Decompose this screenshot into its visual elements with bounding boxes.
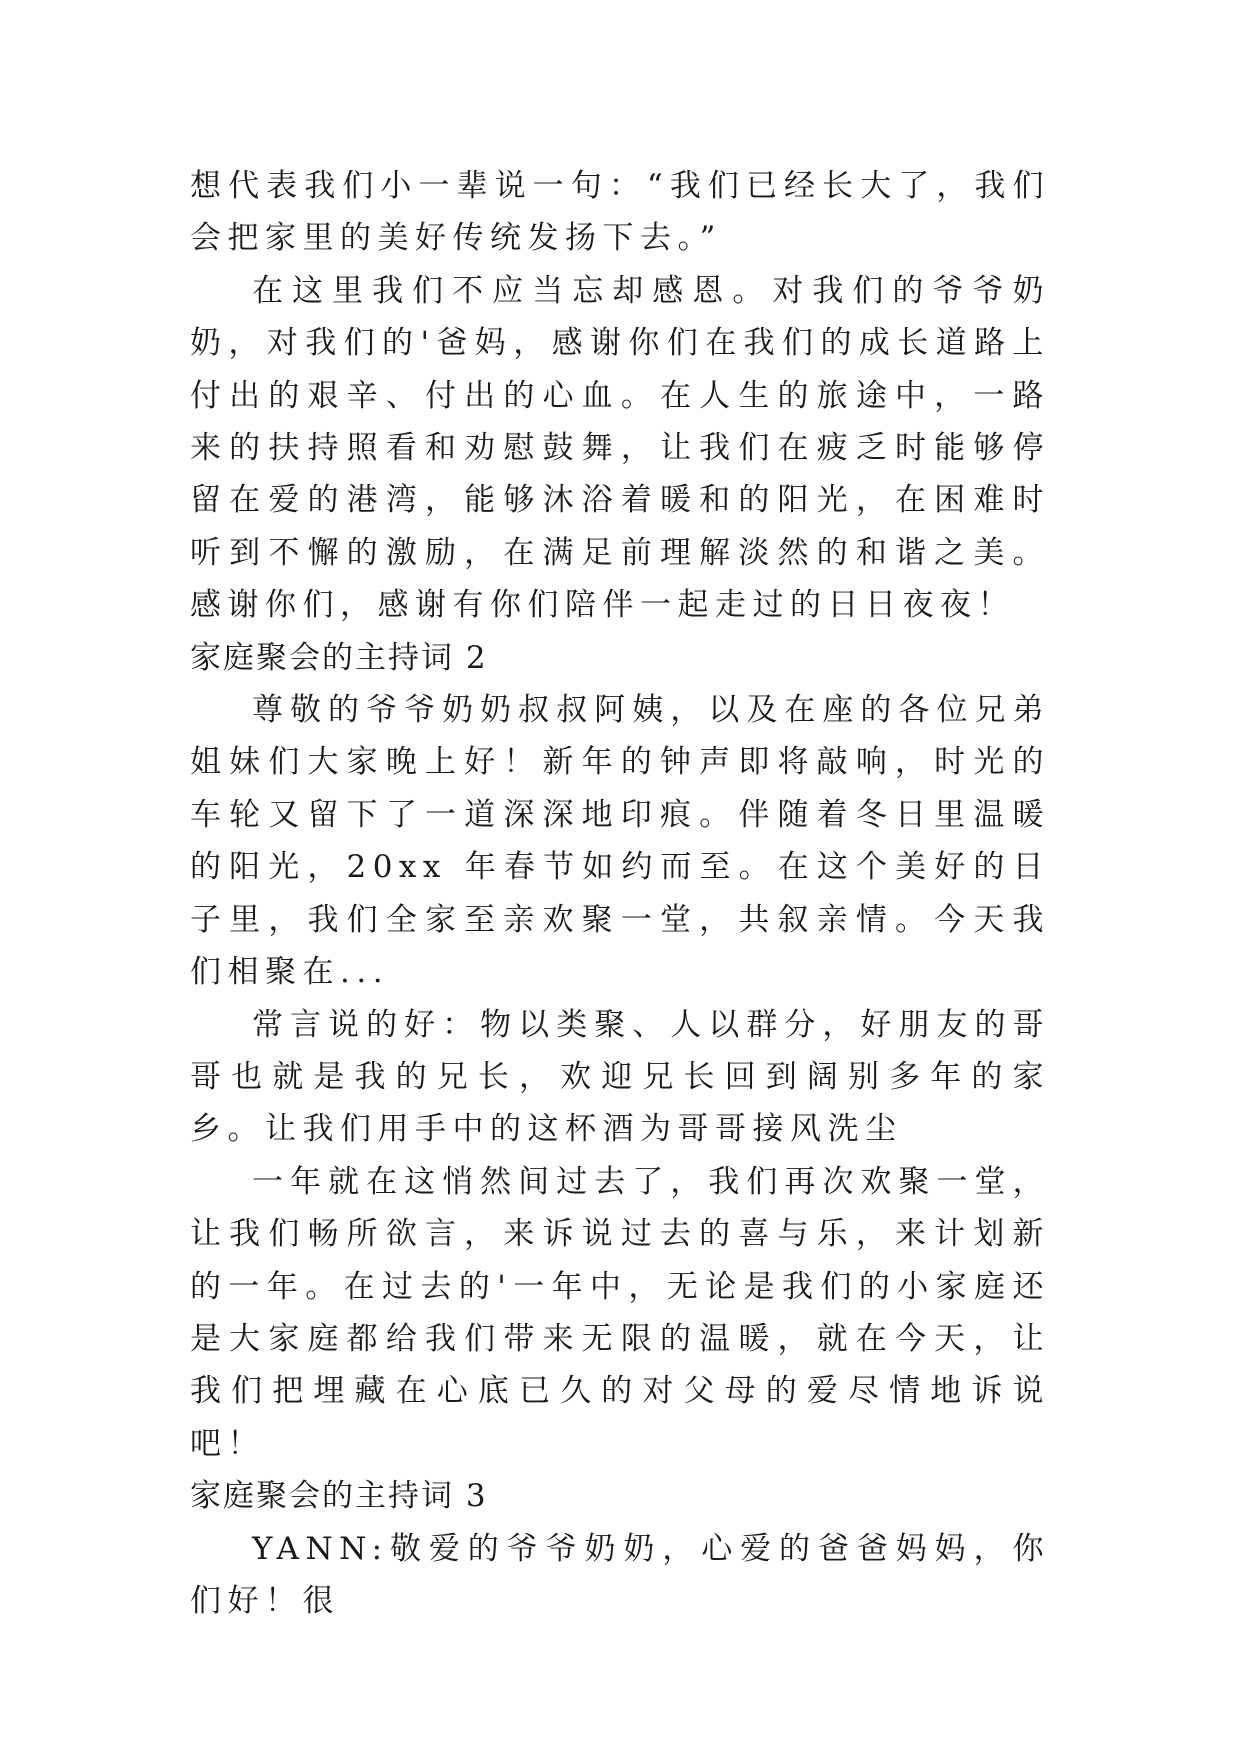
section-heading: 家庭聚会的主持词 2 <box>190 639 488 676</box>
paragraph: 在这里我们不应当忘却感恩。对我们的爷爷奶奶，对我们的'爸妈，感谢你们在我们的成长道路上付出的艰辛、付出的心血。在人生的旅途中，一路来的扶持照看和劝慰鼓舞，让我们在疲乏时能够停留在爱的港湾，能够沐浴着暖和的阳光，在困难时听到不懈的激励，在满足前理解淡然的和谐之美。感谢你们，感谢有你们陪伴一起走过的日日夜夜！ <box>190 272 1050 624</box>
paragraph: 一年就在这悄然间过去了，我们再次欢聚一堂，让我们畅所欲言，来诉说过去的喜与乐，来计划新的一年。在过去的'一年中，无论是我们的小家庭还是大家庭都给我们带来无限的温暖，就在今天，让我们把埋藏在心底已久的对父母的爱尽情地诉说吧！ <box>190 1163 1050 1462</box>
paragraph: 想代表我们小一辈说一句：“我们已经长大了，我们会把家里的美好传统发扬下去。” <box>190 168 1050 257</box>
paragraph: YANN:敬爱的爷爷奶奶，心爱的爸爸妈妈，你们好！很 <box>190 1530 1050 1619</box>
paragraph: 尊敬的爷爷奶奶叔叔阿姨，以及在座的各位兄弟姐妹们大家晚上好！新年的钟声即将敲响，时光的车轮又留下了一道深深地印痕。伴随着冬日里温暖的阳光，20xx 年春节如约而至。在这个美好的日子里，我们全家至亲欢聚一堂，共叙亲情。今天我们相聚在... <box>190 692 1050 991</box>
document-body <box>190 160 1050 1627</box>
paragraph: 常言说的好：物以类聚、人以群分，好朋友的哥哥也就是我的兄长，欢迎兄长回到阔别多年的家乡。让我们用手中的这杯酒为哥哥接风洗尘 <box>190 1006 1050 1148</box>
section-heading: 家庭聚会的主持词 3 <box>190 1478 488 1515</box>
